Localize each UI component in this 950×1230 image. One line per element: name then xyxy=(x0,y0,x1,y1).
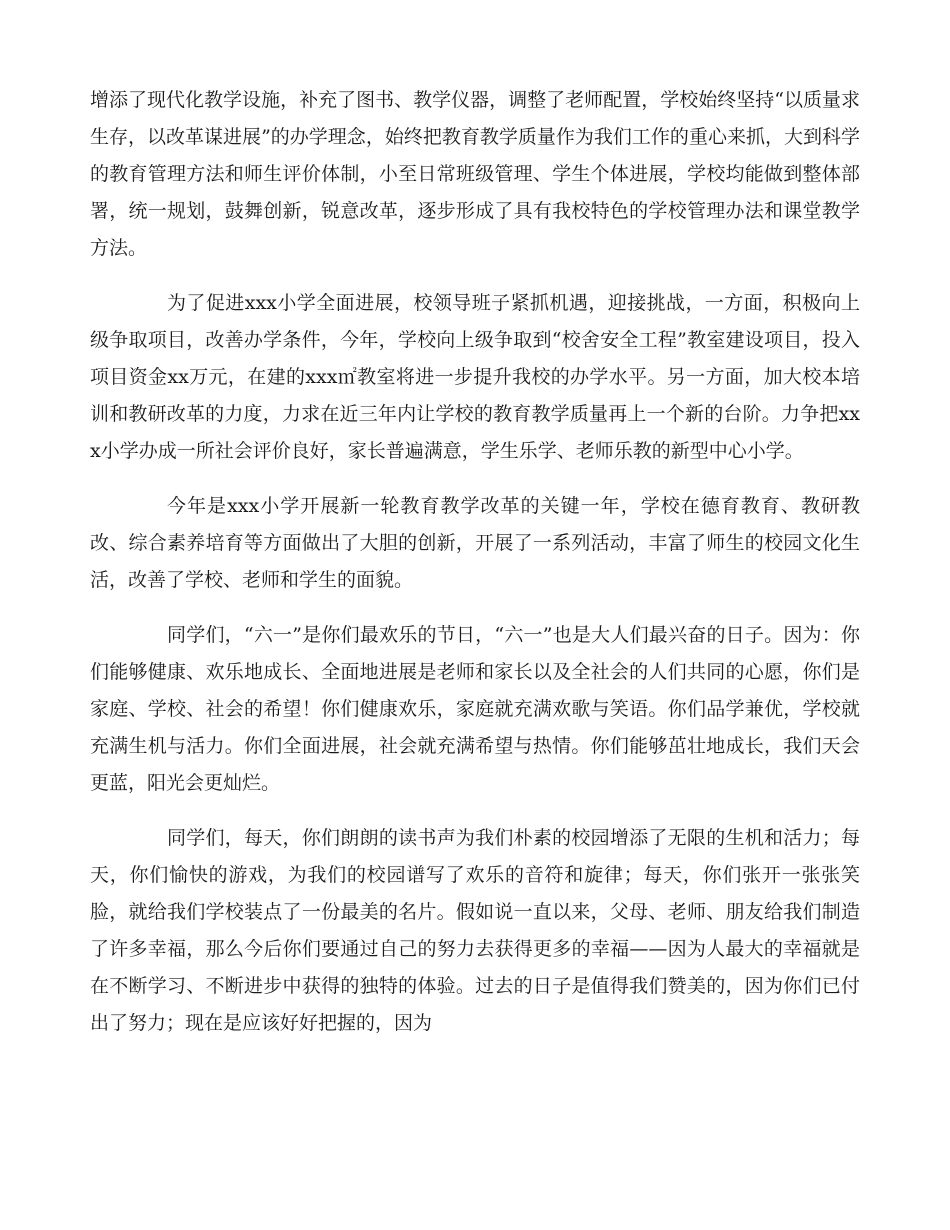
paragraph-2: 为了促进xxx小学全面进展，校领导班子紧抓机遇，迎接挑战，一方面，积极向上级争取项目，改善办学条件，今年，学校向上级争取到“校舍安全工程”教室建设项目，投入项目资金xx万元，在建的xxx㎡教室将进一步提升我校的办学水平。另一方面，加大校本培训和教研改革的力度，力求在近三年内让学校的教育教学质量再上一个新的台阶。力争把xxx小学办成一所社会评价良好，家长普遍满意，学生乐学、老师乐教的新型中心小学。 xyxy=(90,292,860,462)
paragraph-5: 同学们，每天，你们朗朗的读书声为我们朴素的校园增添了无限的生机和活力；每天，你们愉快的游戏，为我们的校园谱写了欢乐的音符和旋律；每天，你们张开一张张笑脸，就给我们学校装点了一份最美的名片。假如说一直以来，父母、老师、朋友给我们制造了许多幸福，那么今后你们要通过自己的努力去获得更多的幸福——因为人最大的幸福就是在不断学习、不断进步中获得的独特的体验。过去的日子是值得我们赞美的，因为你们已付出了努力；现在是应该好好把握的，因为 xyxy=(90,827,860,1034)
paragraph-3: 今年是xxx小学开展新一轮教育教学改革的关键一年，学校在德育教育、教研教改、综合素养培育等方面做出了大胆的创新，开展了一系列活动，丰富了师生的校园文化生活，改善了学校、老师和学生的面貌。 xyxy=(90,495,860,591)
paragraph-1: 增添了现代化教学设施，补充了图书、教学仪器，调整了老师配置，学校始终坚持“以质量求生存，以改革谋进展”的办学理念，始终把教育教学质量作为我们工作的重心来抓，大到科学的教育管理方法和师生评价体制，小至日常班级管理、学生个体进展，学校均能做到整体部署，统一规划，鼓舞创新，锐意改革，逐步形成了具有我校特色的学校管理办法和课堂教学方法。 xyxy=(90,89,860,259)
paragraph-4: 同学们，“六一”是你们最欢乐的节日，“六一”也是大人们最兴奋的日子。因为：你们能够健康、欢乐地成长、全面地进展是老师和家长以及全社会的人们共同的心愿，你们是家庭、学校、社会的希望！你们健康欢乐，家庭就充满欢歌与笑语。你们品学兼优，学校就充满生机与活力。你们全面进展，社会就充满希望与热情。你们能够茁壮地成长，我们天会更蓝，阳光会更灿烂。 xyxy=(90,624,860,794)
document-body xyxy=(90,82,860,1042)
